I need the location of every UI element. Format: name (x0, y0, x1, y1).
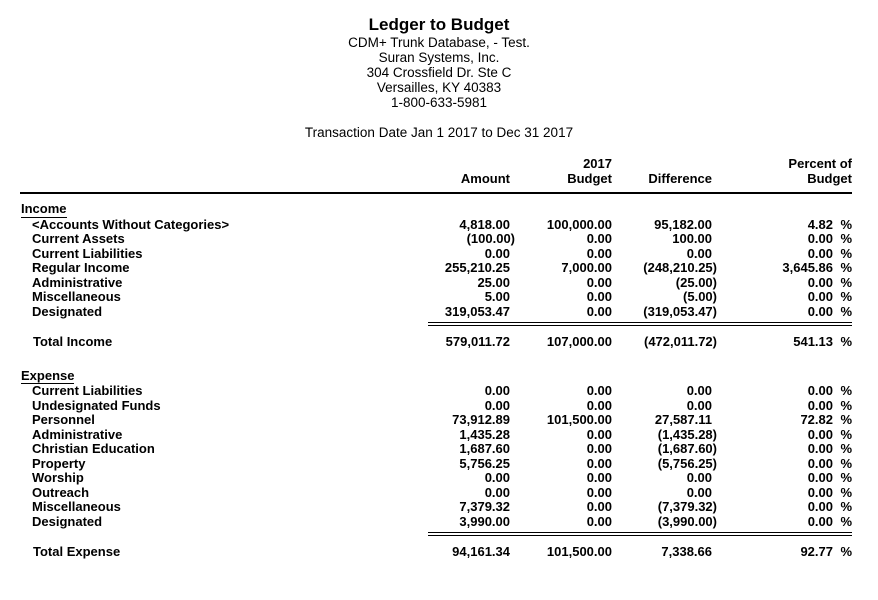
percent-value: 541.13 (793, 334, 833, 349)
org-line-address: 304 Crossfield Dr. Ste C (366, 65, 512, 80)
cell-percent (712, 247, 852, 262)
percent-value: 0.00 (807, 303, 833, 319)
percent-sign: % (840, 303, 852, 319)
row-label: Current Liabilities (32, 383, 143, 398)
cell-percent (712, 413, 852, 428)
table-row (20, 500, 852, 515)
cell-budget: 0.00 (586, 426, 612, 442)
percent-sign: % (840, 441, 852, 456)
percent-value: 3,645.86 (782, 260, 833, 275)
cell-difference: 0.00 (686, 397, 712, 413)
percent-sign: % (840, 499, 852, 514)
total-label: Total Expense (33, 544, 121, 559)
cell-amount: 1,687.60 (459, 441, 510, 456)
percent-value: 0.00 (807, 484, 833, 500)
column-header-budget-year: 2017 (583, 156, 612, 171)
totals-separator-rule (428, 532, 852, 536)
cell-percent (712, 290, 852, 305)
row-label: Administrative (32, 426, 123, 442)
percent-value: 0.00 (807, 455, 833, 471)
cell-difference: (3,990.00) (657, 513, 717, 529)
section-title-row (20, 202, 852, 218)
cell-amount: 255,210.25 (444, 260, 510, 275)
table-body (20, 202, 852, 560)
row-label: Regular Income (32, 260, 130, 275)
org-line-phone: 1-800-633-5981 (390, 95, 488, 110)
table-row (20, 471, 852, 486)
row-label: Administrative (32, 274, 123, 290)
row-label: Property (32, 455, 86, 471)
cell-difference: (472,011.72) (643, 334, 717, 349)
percent-value: 0.00 (807, 441, 833, 456)
table-row (20, 276, 852, 291)
cell-difference: (1,435.28) (657, 426, 717, 442)
cell-difference: 100.00 (672, 231, 712, 246)
transaction-date-range: Transaction Date Jan 1 2017 to Dec 31 2017 (304, 125, 574, 140)
cell-budget: 100,000.00 (546, 216, 612, 232)
percent-value: 0.00 (807, 274, 833, 290)
column-header-difference: Difference (648, 170, 712, 186)
cell-budget: 0.00 (586, 289, 612, 304)
column-header-percent-line2: Budget (807, 170, 852, 186)
cell-difference: (248,210.25) (643, 260, 717, 275)
percent-value: 0.00 (807, 426, 833, 442)
row-label: Designated (32, 303, 103, 319)
row-label: Miscellaneous (32, 499, 121, 514)
cell-budget: 0.00 (586, 470, 612, 485)
cell-percent (712, 384, 852, 399)
row-label: Miscellaneous (32, 289, 121, 304)
cell-budget: 0.00 (586, 441, 612, 456)
section-title: Income (21, 201, 67, 216)
table-row (20, 247, 852, 262)
cell-budget: 107,000.00 (546, 334, 612, 349)
percent-value: 0.00 (807, 289, 833, 304)
table-row (20, 261, 852, 276)
cell-amount: 25.00 (477, 274, 510, 290)
cell-budget: 0.00 (586, 499, 612, 514)
cell-budget: 101,500.00 (546, 544, 612, 559)
column-header-percent-line1: Percent of (788, 156, 852, 171)
row-label: Outreach (32, 484, 90, 500)
report-header (0, 0, 878, 140)
row-label: Current Assets (32, 231, 125, 246)
table-row (20, 486, 852, 501)
percent-sign: % (840, 426, 852, 442)
percent-sign: % (840, 544, 852, 559)
total-row (20, 335, 852, 350)
cell-budget: 7,000.00 (561, 260, 612, 275)
row-label: Personnel (32, 412, 95, 427)
percent-sign: % (840, 484, 852, 500)
row-label: Designated (32, 513, 103, 529)
cell-percent (712, 261, 852, 276)
column-header-row (20, 157, 852, 186)
percent-value: 92.77 (800, 544, 833, 559)
cell-difference: 0.00 (686, 484, 712, 500)
cell-amount: 3,990.00 (459, 513, 510, 529)
cell-difference: 0.00 (686, 470, 712, 485)
percent-sign: % (840, 412, 852, 427)
cell-amount: 5.00 (484, 289, 510, 304)
cell-difference: 27,587.11 (654, 412, 712, 427)
cell-difference: (7,379.32) (657, 499, 717, 514)
cell-percent (712, 471, 852, 486)
cell-difference: (25.00) (675, 274, 717, 290)
page-title: Ledger to Budget (368, 15, 510, 34)
cell-budget: 0.00 (586, 513, 612, 529)
cell-amount: 0.00 (484, 245, 510, 261)
cell-percent (712, 218, 852, 233)
cell-difference: 0.00 (686, 383, 712, 398)
cell-percent (712, 399, 852, 414)
percent-sign: % (840, 289, 852, 304)
cell-amount: 1,435.28 (459, 426, 510, 442)
table-row (20, 457, 852, 472)
org-line-city-state: Versailles, KY 40383 (376, 80, 502, 95)
column-header-budget-label: Budget (567, 170, 612, 186)
percent-sign: % (840, 274, 852, 290)
section-title: Expense (21, 367, 75, 383)
percent-sign: % (840, 260, 852, 275)
row-label: Christian Education (32, 441, 155, 456)
table-row (20, 428, 852, 443)
totals-separator-rule (428, 322, 852, 326)
percent-value: 0.00 (807, 231, 833, 246)
percent-value: 0.00 (807, 470, 833, 485)
ledger-table (20, 157, 852, 560)
cell-amount: 5,756.25 (459, 455, 510, 471)
section-expense (20, 369, 852, 560)
percent-value: 0.00 (807, 499, 833, 514)
org-line-company: Suran Systems, Inc. (378, 50, 500, 65)
percent-sign: % (840, 216, 852, 232)
cell-budget: 101,500.00 (546, 412, 612, 427)
cell-amount: 0.00 (484, 470, 510, 485)
section-title-row (20, 369, 852, 385)
cell-amount: (100.00) (466, 231, 515, 246)
cell-amount: 94,161.34 (452, 544, 510, 559)
cell-percent (712, 500, 852, 515)
cell-budget: 0.00 (586, 455, 612, 471)
percent-sign: % (840, 383, 852, 398)
cell-amount: 4,818.00 (459, 216, 510, 232)
percent-sign: % (840, 513, 852, 529)
cell-percent (712, 515, 852, 530)
cell-budget: 0.00 (586, 303, 612, 319)
cell-budget: 0.00 (586, 397, 612, 413)
cell-budget: 0.00 (586, 231, 612, 246)
cell-percent (712, 276, 852, 291)
percent-sign: % (840, 470, 852, 485)
cell-budget: 0.00 (586, 484, 612, 500)
cell-difference: 7,338.66 (661, 544, 712, 559)
cell-budget: 0.00 (586, 245, 612, 261)
row-label: Current Liabilities (32, 245, 143, 261)
table-row (20, 290, 852, 305)
percent-sign: % (840, 334, 852, 349)
cell-budget: 0.00 (586, 383, 612, 398)
percent-value: 0.00 (807, 383, 833, 398)
table-row (20, 442, 852, 457)
cell-percent (712, 305, 852, 320)
cell-percent (712, 486, 852, 501)
percent-sign: % (840, 455, 852, 471)
percent-value: 72.82 (800, 412, 833, 427)
cell-difference: (319,053.47) (643, 303, 717, 319)
table-row (20, 399, 852, 414)
cell-amount: 319,053.47 (444, 303, 510, 319)
column-header-percent (712, 157, 852, 186)
total-label: Total Income (33, 334, 113, 349)
cell-difference: (5,756.25) (657, 455, 717, 471)
table-row (20, 515, 852, 530)
percent-value: 0.00 (807, 513, 833, 529)
percent-sign: % (840, 231, 852, 246)
cell-amount: 0.00 (484, 397, 510, 413)
cell-amount: 579,011.72 (445, 334, 510, 349)
column-header-amount: Amount (460, 170, 510, 186)
row-label: Worship (32, 470, 84, 485)
cell-percent (712, 428, 852, 443)
row-label: <Accounts Without Categories> (32, 216, 230, 232)
total-row (20, 545, 852, 560)
cell-percent (712, 457, 852, 472)
cell-percent (712, 232, 852, 247)
cell-budget: 0.00 (586, 274, 612, 290)
cell-percent (712, 545, 852, 560)
cell-difference: (5.00) (683, 289, 717, 304)
table-row (20, 384, 852, 399)
table-row (20, 232, 852, 247)
cell-amount: 73,912.89 (452, 412, 510, 427)
percent-value: 4.82 (807, 216, 833, 232)
cell-amount: 0.00 (484, 383, 510, 398)
percent-sign: % (840, 245, 852, 261)
cell-amount: 0.00 (484, 484, 510, 500)
table-row (20, 218, 852, 233)
cell-percent (712, 335, 852, 350)
cell-difference: (1,687.60) (657, 441, 717, 456)
header-rule (20, 192, 852, 194)
org-line-database: CDM+ Trunk Database, - Test. (348, 35, 530, 50)
table-row (20, 305, 852, 320)
cell-difference: 0.00 (686, 245, 712, 261)
cell-percent (712, 442, 852, 457)
percent-value: 0.00 (807, 245, 833, 261)
column-header-budget (510, 157, 612, 186)
cell-amount: 7,379.32 (459, 499, 510, 514)
cell-difference: 95,182.00 (654, 216, 712, 232)
section-income (20, 202, 852, 350)
row-label: Undesignated Funds (32, 397, 161, 413)
percent-sign: % (840, 397, 852, 413)
percent-value: 0.00 (807, 397, 833, 413)
table-row (20, 413, 852, 428)
